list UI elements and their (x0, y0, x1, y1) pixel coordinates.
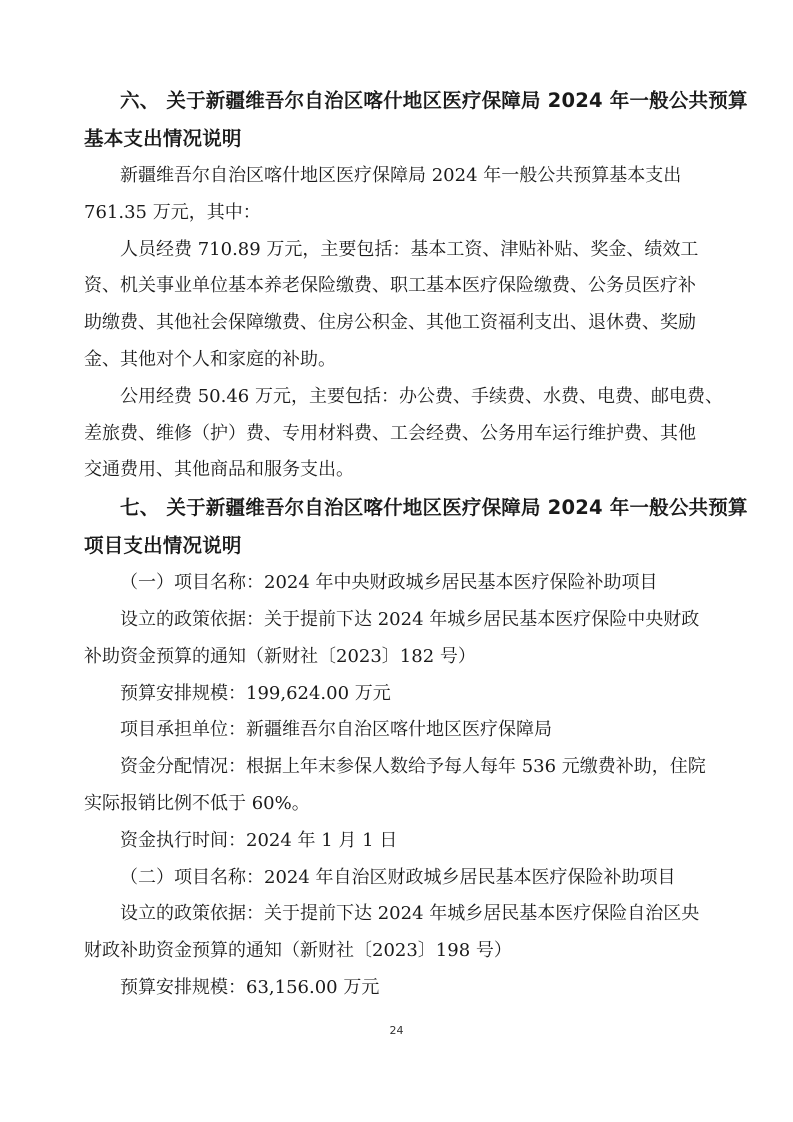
project-1-name: （一）项目名称：2024 年中央财政城乡居民基本医疗保险补助项目 (120, 572, 658, 594)
project-1-basis-line-2: 补助资金预算的通知（新财社〔2023〕182 号） (84, 645, 476, 667)
public-line-2: 差旅费、维修（护）费、专用材料费、工会经费、公务用车运行维护费、其他 (84, 422, 696, 444)
section-6-heading-line-1: 六、 关于新疆维吾尔自治区喀什地区医疗保障局 2024 年一般公共预算 (120, 89, 748, 112)
public-line-1: 公用经费 50.46 万元，主要包括：办公费、手续费、水费、电费、邮电费、 (120, 385, 723, 407)
project-1-time: 资金执行时间：2024 年 1 月 1 日 (120, 829, 398, 851)
section-7-heading-line-2: 项目支出情况说明 (84, 534, 242, 558)
section-6-intro-line-1: 新疆维吾尔自治区喀什地区医疗保障局 2024 年一般公共预算基本支出 (120, 165, 682, 186)
personnel-line-3: 助缴费、其他社会保障缴费、住房公积金、其他工资福利支出、退休费、奖励 (84, 312, 696, 334)
project-2-basis-line-2: 财政补助资金预算的通知（新财社〔2023〕198 号） (84, 940, 512, 962)
page-number: 24 (389, 1024, 404, 1037)
project-1 (0, 565, 793, 859)
section-7-heading-line-1: 七、 关于新疆维吾尔自治区喀什地区医疗保障局 2024 年一般公共预算 (120, 496, 748, 520)
personnel-expenses-paragraph (0, 232, 793, 379)
personnel-line-2: 资、机关事业单位基本养老保险缴费、职工基本医疗保险缴费、公务员医疗补 (84, 275, 696, 297)
project-2-scale: 预算安排规模：63,156.00 万元 (120, 976, 380, 998)
personnel-line-1: 人员经费 710.89 万元，主要包括：基本工资、津贴补贴、奖金、绩效工 (120, 238, 699, 260)
section-6-heading (0, 82, 793, 158)
section-7-heading (0, 489, 793, 565)
project-1-unit: 项目承担单位：新疆维吾尔自治区喀什地区医疗保障局 (120, 719, 552, 741)
section-6-intro (0, 158, 793, 232)
public-line-3: 交通费用、其他商品和服务支出。 (84, 459, 354, 481)
section-6-intro-line-2: 761.35 万元，其中： (84, 201, 261, 223)
page-content (0, 82, 793, 1007)
public-expenses-paragraph (0, 379, 793, 489)
project-2 (0, 860, 793, 1007)
project-1-allocation-line-1: 资金分配情况：根据上年末参保人数给予每人每年 536 元缴费补助，住院 (120, 756, 706, 778)
project-1-basis-line-1: 设立的政策依据：关于提前下达 2024 年城乡居民基本医疗保险中央财政 (120, 608, 700, 630)
project-2-name: （二）项目名称：2024 年自治区财政城乡居民基本医疗保险补助项目 (120, 866, 676, 888)
section-6-heading-line-2: 基本支出情况说明 (84, 127, 242, 150)
project-1-scale: 预算安排规模：199,624.00 万元 (120, 682, 391, 704)
personnel-line-4: 金、其他对个人和家庭的补助。 (84, 348, 336, 370)
project-1-allocation-line-2: 实际报销比例不低于 60%。 (84, 792, 310, 814)
project-2-basis-line-1: 设立的政策依据：关于提前下达 2024 年城乡居民基本医疗保险自治区央 (120, 903, 700, 925)
